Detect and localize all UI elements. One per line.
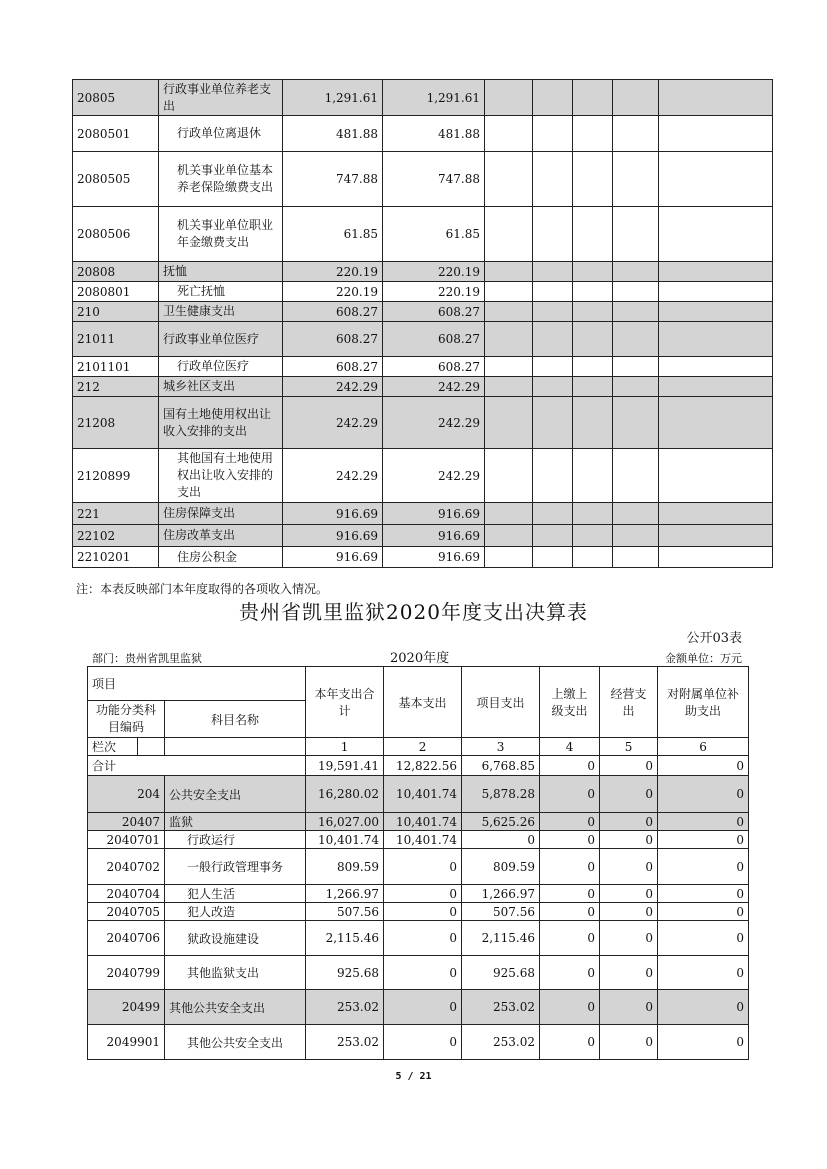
row-value: 608.27 <box>383 357 485 377</box>
empty-cell <box>485 302 533 322</box>
empty-cell <box>659 525 773 547</box>
empty-cell <box>533 262 573 282</box>
row-c2: 0 <box>384 885 462 903</box>
row-c1: 1,266.97 <box>306 885 384 903</box>
row-c1: 10,401.74 <box>306 831 384 849</box>
table-row <box>73 357 773 377</box>
row-c4: 0 <box>540 849 600 885</box>
empty-cell <box>573 116 613 152</box>
empty-cell <box>659 377 773 397</box>
empty-cell <box>573 262 613 282</box>
row-name: 卫生健康支出 <box>159 302 283 322</box>
empty-cell <box>138 738 165 756</box>
empty-cell <box>533 357 573 377</box>
row-c1: 925.68 <box>306 956 384 990</box>
empty-cell <box>613 282 659 302</box>
column-number: 5 <box>600 738 658 756</box>
row-name: 一般行政管理事务 <box>165 849 306 885</box>
row-value: 916.69 <box>383 503 485 525</box>
row-total: 220.19 <box>283 262 383 282</box>
row-c2: 0 <box>384 956 462 990</box>
row-c2: 0 <box>384 921 462 956</box>
column-number: 2 <box>384 738 462 756</box>
empty-cell <box>485 262 533 282</box>
empty-cell <box>485 449 533 503</box>
row-label: 栏次 <box>88 738 138 756</box>
row-value: 1,291.61 <box>383 80 485 116</box>
row-name: 死亡抚恤 <box>159 282 283 302</box>
department-label: 部门：贵州省凯里监狱 <box>92 652 202 665</box>
column-number: 3 <box>462 738 540 756</box>
row-c2: 0 <box>384 1025 462 1060</box>
table-row <box>73 525 773 547</box>
total-c3: 6,768.85 <box>462 756 540 776</box>
empty-cell <box>613 116 659 152</box>
empty-cell <box>533 282 573 302</box>
empty-cell <box>573 397 613 449</box>
row-name: 国有土地使用权出让收入安排的支出 <box>159 397 283 449</box>
empty-cell <box>533 207 573 262</box>
row-c6: 0 <box>658 956 749 990</box>
table-row <box>88 956 749 990</box>
row-c2: 0 <box>384 990 462 1025</box>
empty-cell <box>533 503 573 525</box>
row-value: 242.29 <box>383 449 485 503</box>
row-code: 2080801 <box>73 282 159 302</box>
row-name: 住房保障支出 <box>159 503 283 525</box>
empty-cell <box>613 449 659 503</box>
row-value: 242.29 <box>383 397 485 449</box>
row-code: 204 <box>88 776 165 813</box>
empty-cell <box>573 525 613 547</box>
empty-cell <box>659 152 773 207</box>
total-label: 合计 <box>88 756 306 776</box>
row-total: 916.69 <box>283 525 383 547</box>
income-table-continued <box>72 79 773 568</box>
row-c3: 5,625.26 <box>462 813 540 831</box>
row-name: 其他国有土地使用权出让收入安排的支出 <box>159 449 283 503</box>
empty-cell <box>533 525 573 547</box>
empty-cell <box>485 503 533 525</box>
table-row <box>73 322 773 357</box>
empty-cell <box>573 377 613 397</box>
row-c6: 0 <box>658 921 749 956</box>
empty-cell <box>573 449 613 503</box>
row-c5: 0 <box>600 1025 658 1060</box>
row-name: 其他公共安全支出 <box>165 1025 306 1060</box>
table-row <box>88 903 749 921</box>
total-c6: 0 <box>658 756 749 776</box>
row-c5: 0 <box>600 813 658 831</box>
row-code: 2080505 <box>73 152 159 207</box>
row-c6: 0 <box>658 903 749 921</box>
empty-cell <box>659 262 773 282</box>
row-c6: 0 <box>658 990 749 1025</box>
empty-cell <box>659 322 773 357</box>
row-name: 行政事业单位医疗 <box>159 322 283 357</box>
row-c3: 0 <box>462 831 540 849</box>
table-row <box>88 921 749 956</box>
row-c4: 0 <box>540 885 600 903</box>
row-code: 20407 <box>88 813 165 831</box>
row-code: 210 <box>73 302 159 322</box>
column-number: 6 <box>658 738 749 756</box>
empty-cell <box>485 357 533 377</box>
amount-unit: 金额单位：万元 <box>665 652 742 665</box>
total-c2: 12,822.56 <box>384 756 462 776</box>
empty-cell <box>533 449 573 503</box>
form-number: 公开03表 <box>686 631 742 646</box>
row-code: 21208 <box>73 397 159 449</box>
empty-cell <box>659 397 773 449</box>
empty-cell <box>613 357 659 377</box>
row-code: 2040701 <box>88 831 165 849</box>
row-code: 2040706 <box>88 921 165 956</box>
row-c5: 0 <box>600 776 658 813</box>
table-row <box>88 849 749 885</box>
header-total: 本年支出合计 <box>306 667 384 738</box>
row-code: 2120899 <box>73 449 159 503</box>
row-c2: 0 <box>384 903 462 921</box>
table-row <box>88 885 749 903</box>
table-row <box>88 776 749 813</box>
row-total: 1,291.61 <box>283 80 383 116</box>
row-c5: 0 <box>600 831 658 849</box>
empty-cell <box>485 547 533 568</box>
row-c6: 0 <box>658 813 749 831</box>
empty-cell <box>573 152 613 207</box>
row-name: 机关事业单位基本养老保险缴费支出 <box>159 152 283 207</box>
row-value: 608.27 <box>383 322 485 357</box>
empty-cell <box>659 547 773 568</box>
row-code: 20805 <box>73 80 159 116</box>
row-value: 916.69 <box>383 525 485 547</box>
row-total: 916.69 <box>283 547 383 568</box>
empty-cell <box>613 525 659 547</box>
row-name: 机关事业单位职业年金缴费支出 <box>159 207 283 262</box>
row-total: 481.88 <box>283 116 383 152</box>
row-c6: 0 <box>658 885 749 903</box>
row-c6: 0 <box>658 1025 749 1060</box>
empty-cell <box>485 152 533 207</box>
empty-cell <box>613 322 659 357</box>
row-c5: 0 <box>600 990 658 1025</box>
header-upper: 上缴上级支出 <box>540 667 600 738</box>
row-total: 242.29 <box>283 377 383 397</box>
empty-cell <box>573 207 613 262</box>
row-name: 其他公共安全支出 <box>165 990 306 1025</box>
empty-cell <box>659 207 773 262</box>
row-c2: 0 <box>384 849 462 885</box>
row-code: 2040705 <box>88 903 165 921</box>
row-c3: 5,878.28 <box>462 776 540 813</box>
row-name: 犯人改造 <box>165 903 306 921</box>
row-code: 2101101 <box>73 357 159 377</box>
row-value: 220.19 <box>383 282 485 302</box>
row-total: 242.29 <box>283 449 383 503</box>
row-c4: 0 <box>540 1025 600 1060</box>
table-row <box>88 1025 749 1060</box>
empty-cell <box>573 80 613 116</box>
row-c1: 253.02 <box>306 990 384 1025</box>
row-c3: 253.02 <box>462 1025 540 1060</box>
row-code: 2049901 <box>88 1025 165 1060</box>
empty-cell <box>573 357 613 377</box>
row-c4: 0 <box>540 831 600 849</box>
table-note: 注：本表反映部门本年度取得的各项收入情况。 <box>76 582 329 596</box>
expenditure-table <box>87 666 749 1060</box>
row-name: 公共安全支出 <box>165 776 306 813</box>
column-number: 1 <box>306 738 384 756</box>
empty-cell <box>573 503 613 525</box>
table-row <box>73 547 773 568</box>
row-name: 抚恤 <box>159 262 283 282</box>
empty-cell <box>533 80 573 116</box>
row-code: 21011 <box>73 322 159 357</box>
row-c3: 507.56 <box>462 903 540 921</box>
row-total: 608.27 <box>283 322 383 357</box>
row-name: 行政运行 <box>165 831 306 849</box>
empty-cell <box>659 282 773 302</box>
row-code: 2040704 <box>88 885 165 903</box>
row-value: 481.88 <box>383 116 485 152</box>
row-name: 城乡社区支出 <box>159 377 283 397</box>
row-name: 监狱 <box>165 813 306 831</box>
table-row <box>73 282 773 302</box>
row-total: 608.27 <box>283 302 383 322</box>
empty-cell <box>573 302 613 322</box>
empty-cell <box>613 152 659 207</box>
empty-cell <box>165 738 306 756</box>
row-name: 行政单位离退休 <box>159 116 283 152</box>
empty-cell <box>573 322 613 357</box>
row-c5: 0 <box>600 885 658 903</box>
row-name: 行政事业单位养老支出 <box>159 80 283 116</box>
header-item: 项目 <box>88 667 306 701</box>
row-c2: 10,401.74 <box>384 813 462 831</box>
empty-cell <box>485 207 533 262</box>
total-c5: 0 <box>600 756 658 776</box>
table-row <box>88 813 749 831</box>
empty-cell <box>485 377 533 397</box>
empty-cell <box>533 116 573 152</box>
empty-cell <box>533 397 573 449</box>
row-c1: 253.02 <box>306 1025 384 1060</box>
row-c3: 253.02 <box>462 990 540 1025</box>
table-row <box>73 152 773 207</box>
total-c4: 0 <box>540 756 600 776</box>
header-subsidy: 对附属单位补助支出 <box>658 667 749 738</box>
row-total: 242.29 <box>283 397 383 449</box>
row-total: 916.69 <box>283 503 383 525</box>
row-code: 2080501 <box>73 116 159 152</box>
empty-cell <box>485 282 533 302</box>
empty-cell <box>659 80 773 116</box>
total-row <box>88 756 749 776</box>
row-name: 行政单位医疗 <box>159 357 283 377</box>
row-c4: 0 <box>540 921 600 956</box>
row-code: 20808 <box>73 262 159 282</box>
row-code: 20499 <box>88 990 165 1025</box>
empty-cell <box>573 282 613 302</box>
row-name: 其他监狱支出 <box>165 956 306 990</box>
empty-cell <box>533 547 573 568</box>
row-value: 61.85 <box>383 207 485 262</box>
row-code: 2040702 <box>88 849 165 885</box>
row-c3: 2,115.46 <box>462 921 540 956</box>
empty-cell <box>613 503 659 525</box>
table-row <box>73 262 773 282</box>
row-code: 2080506 <box>73 207 159 262</box>
row-code: 221 <box>73 503 159 525</box>
row-c4: 0 <box>540 990 600 1025</box>
column-number: 4 <box>540 738 600 756</box>
table-row <box>73 302 773 322</box>
empty-cell <box>533 152 573 207</box>
empty-cell <box>485 116 533 152</box>
table-row <box>73 80 773 116</box>
row-c3: 809.59 <box>462 849 540 885</box>
row-total: 61.85 <box>283 207 383 262</box>
table-title: 贵州省凯里监狱2020年度支出决算表 <box>239 600 588 624</box>
empty-cell <box>613 397 659 449</box>
empty-cell <box>613 207 659 262</box>
table-row <box>73 449 773 503</box>
row-total: 608.27 <box>283 357 383 377</box>
empty-cell <box>659 357 773 377</box>
empty-cell <box>613 302 659 322</box>
row-code: 212 <box>73 377 159 397</box>
row-name: 住房公积金 <box>159 547 283 568</box>
empty-cell <box>533 302 573 322</box>
row-name: 狱政设施建设 <box>165 921 306 956</box>
row-c1: 507.56 <box>306 903 384 921</box>
row-total: 747.88 <box>283 152 383 207</box>
row-c6: 0 <box>658 831 749 849</box>
empty-cell <box>533 322 573 357</box>
table-row <box>88 990 749 1025</box>
row-value: 747.88 <box>383 152 485 207</box>
empty-cell <box>613 377 659 397</box>
row-c4: 0 <box>540 903 600 921</box>
row-c1: 2,115.46 <box>306 921 384 956</box>
empty-cell <box>573 547 613 568</box>
row-code: 22102 <box>73 525 159 547</box>
table-row <box>73 116 773 152</box>
empty-cell <box>659 116 773 152</box>
row-code: 2040799 <box>88 956 165 990</box>
table-row <box>73 207 773 262</box>
header-project: 项目支出 <box>462 667 540 738</box>
header-subject-name: 科目名称 <box>165 701 306 738</box>
row-c3: 925.68 <box>462 956 540 990</box>
row-c6: 0 <box>658 849 749 885</box>
total-c1: 19,591.41 <box>306 756 384 776</box>
header-business: 经营支出 <box>600 667 658 738</box>
table-row <box>88 831 749 849</box>
table-row <box>73 503 773 525</box>
empty-cell <box>485 525 533 547</box>
empty-cell <box>485 80 533 116</box>
empty-cell <box>613 262 659 282</box>
row-value: 608.27 <box>383 302 485 322</box>
empty-cell <box>659 449 773 503</box>
row-c1: 809.59 <box>306 849 384 885</box>
fiscal-year: 2020年度 <box>390 651 450 666</box>
row-c4: 0 <box>540 776 600 813</box>
table-row <box>73 377 773 397</box>
row-c4: 0 <box>540 956 600 990</box>
row-c2: 10,401.74 <box>384 776 462 813</box>
header-basic: 基本支出 <box>384 667 462 738</box>
row-c5: 0 <box>600 849 658 885</box>
empty-cell <box>533 377 573 397</box>
row-value: 242.29 <box>383 377 485 397</box>
row-code: 2210201 <box>73 547 159 568</box>
table-row <box>73 397 773 449</box>
empty-cell <box>613 547 659 568</box>
row-value: 220.19 <box>383 262 485 282</box>
empty-cell <box>659 503 773 525</box>
row-c5: 0 <box>600 956 658 990</box>
empty-cell <box>613 80 659 116</box>
row-value: 916.69 <box>383 547 485 568</box>
row-c1: 16,027.00 <box>306 813 384 831</box>
empty-cell <box>485 322 533 357</box>
row-name: 住房改革支出 <box>159 525 283 547</box>
row-c5: 0 <box>600 921 658 956</box>
row-c5: 0 <box>600 903 658 921</box>
header-func-code: 功能分类科目编码 <box>88 701 165 738</box>
page-number: 5 / 21 <box>395 1071 432 1082</box>
empty-cell <box>485 397 533 449</box>
row-c1: 16,280.02 <box>306 776 384 813</box>
row-c4: 0 <box>540 813 600 831</box>
row-c2: 10,401.74 <box>384 831 462 849</box>
row-name: 犯人生活 <box>165 885 306 903</box>
empty-cell <box>659 302 773 322</box>
row-total: 220.19 <box>283 282 383 302</box>
row-c6: 0 <box>658 776 749 813</box>
row-c3: 1,266.97 <box>462 885 540 903</box>
